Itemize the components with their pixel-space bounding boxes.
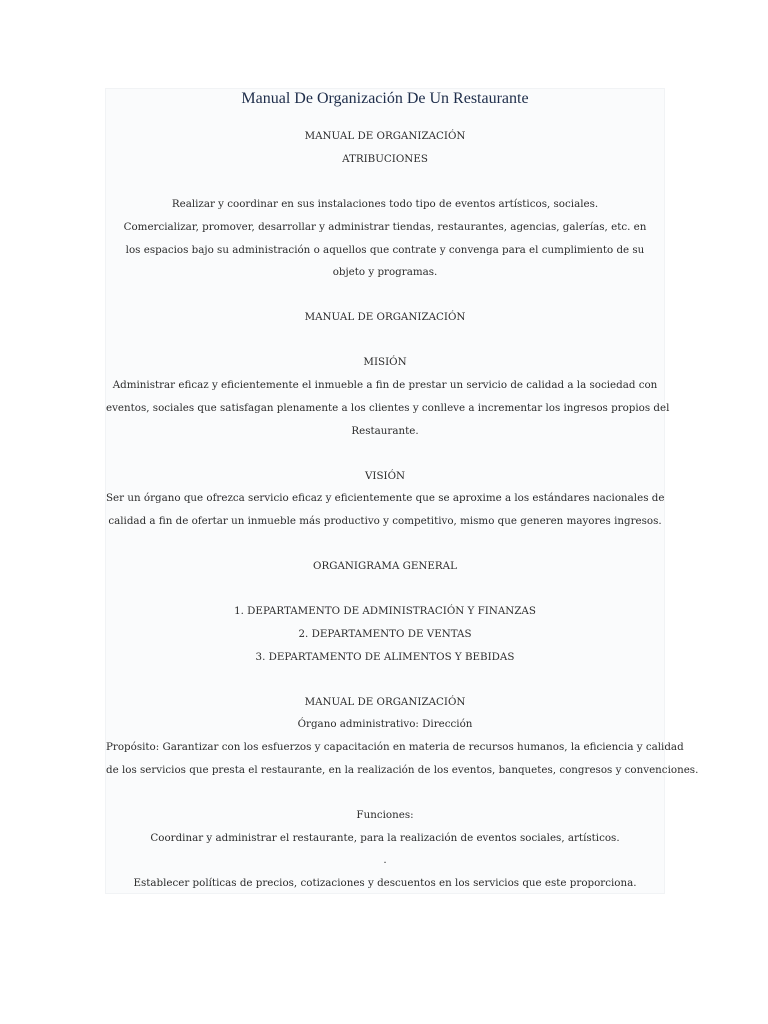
list-item: 1. DEPARTAMENTO DE ADMINISTRACIÓN Y FINANZAS	[234, 605, 536, 617]
list-item: 3. DEPARTAMENTO DE ALIMENTOS Y BEBIDAS	[255, 651, 515, 663]
section-heading: ORGANIGRAMA GENERAL	[313, 560, 457, 572]
section-subheading: Órgano administrativo: Dirección	[297, 718, 473, 730]
paragraph-line: Ser un órgano que ofrezca servicio eficaz y eficientemente que se aproxime a los estándares nacionales de	[106, 492, 665, 504]
section-subheading: ATRIBUCIONES	[342, 153, 428, 165]
paragraph-line: calidad a fin de ofertar un inmueble más productivo y competitivo, mismo que generen mayores ingresos.	[108, 515, 662, 527]
list-item: 2. DEPARTAMENTO DE VENTAS	[298, 628, 472, 640]
paragraph-line: Coordinar y administrar el restaurante, para la realización de eventos sociales, artísticos.	[150, 832, 620, 844]
paragraph-line: .	[383, 854, 387, 866]
document-panel	[105, 88, 699, 894]
section-subheading: VISIÓN	[364, 470, 406, 482]
paragraph-line: los espacios bajo su administración o aquellos que contrate y convenga para el cumplimiento de su	[125, 244, 645, 256]
section-heading: MANUAL DE ORGANIZACIÓN	[304, 130, 466, 142]
paragraph-line: de los servicios que presta el restaurante, en la realización de los eventos, banquetes, congresos y convenciones.	[106, 764, 699, 776]
paragraph-line: Realizar y coordinar en sus instalaciones todo tipo de eventos artísticos, sociales.	[171, 198, 599, 210]
document-title: Manual De Organización De Un Restaurante	[241, 90, 529, 107]
paragraph-line: objeto y programas.	[332, 266, 438, 278]
section-heading: MANUAL DE ORGANIZACIÓN	[304, 696, 466, 708]
paragraph-line: Administrar eficaz y eficientemente el inmueble a fin de prestar un servicio de calidad a la sociedad con	[112, 379, 658, 391]
paragraph-line: Comercializar, promover, desarrollar y administrar tiendas, restaurantes, agencias, galerías, etc. en	[123, 221, 647, 233]
paragraph-line: Propósito: Garantizar con los esfuerzos y capacitación en materia de recursos humanos, la eficiencia y calidad	[106, 741, 684, 753]
paragraph-line: Restaurante.	[351, 425, 419, 437]
section-subheading: MISIÓN	[363, 356, 407, 368]
paragraph-line: eventos, sociales que satisfagan plenamente a los clientes y conlleve a incrementar los ingresos propios del	[106, 402, 670, 414]
section-subheading: Funciones:	[356, 809, 414, 821]
paragraph-line: Establecer políticas de precios, cotizaciones y descuentos en los servicios que este proporciona.	[133, 877, 637, 889]
section-heading: MANUAL DE ORGANIZACIÓN	[304, 311, 466, 323]
